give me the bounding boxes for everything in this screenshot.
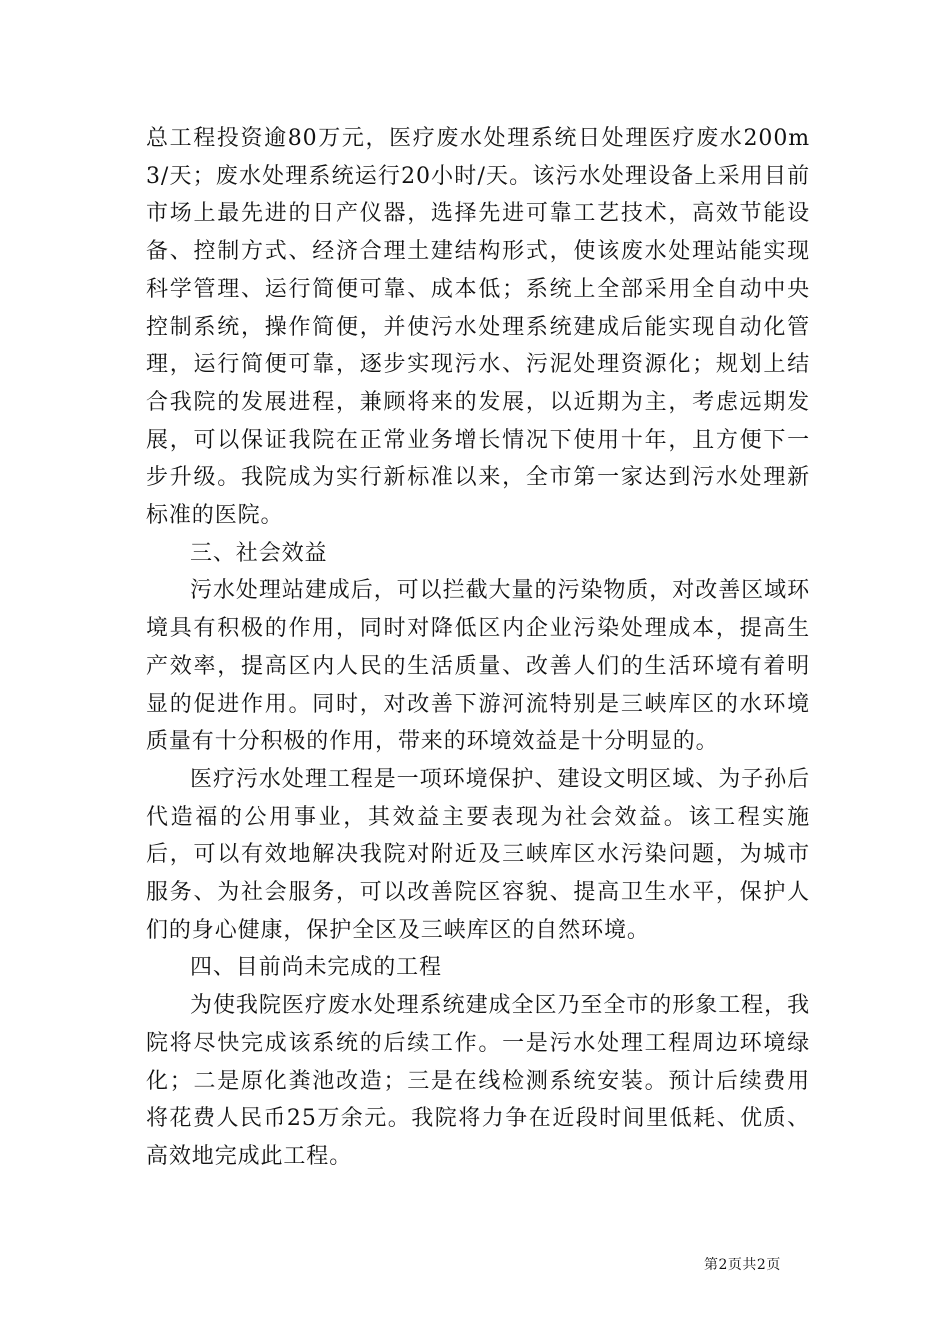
section-heading-social-benefits: 三、社会效益 xyxy=(190,540,328,566)
paragraph-environmental-impact: 污水处理站建成后，可以拦截大量的污染物质，对改善区域环境具有积极的作用，同时对降低区内企业污染处理成本，提高生产效率，提高区内人民的生活质量、改善人们的生活环境有着明显的促进作用。同时，对改善下游河流特别是三峡库区的水环境质量有十分积极的作用，带来的环境效益是十分明显的。 xyxy=(146,578,810,755)
document-body xyxy=(146,120,810,1176)
page-number-footer: 第2页共2页 xyxy=(704,1257,781,1273)
paragraph-investment-summary: 总工程投资逾80万元，医疗废水处理系统日处理医疗废水200m3/天；废水处理系统运行20小时/天。该污水处理设备上采用目前市场上最先进的日产仪器，选择先进可靠工艺技术，高效节能设备、控制方式、经济合理土建结构形式，使该废水处理站能实现科学管理、运行简便可靠、成本低；系统上全部采用全自动中央控制系统，操作简便，并使污水处理系统建成后能实现自动化管理，运行简便可靠，逐步实现污水、污泥处理资源化；规划上结合我院的发展进程，兼顾将来的发展，以近期为主，考虑远期发展，可以保证我院在正常业务增长情况下使用十年，且方便下一步升级。我院成为实行新标准以来，全市第一家达到污水处理新标准的医院。 xyxy=(146,126,810,529)
paragraph-social-welfare: 医疗污水处理工程是一项环境保护、建设文明区域、为子孙后代造福的公用事业，其效益主要表现为社会效益。该工程实施后，可以有效地解决我院对附近及三峡库区水污染问题，为城市服务、为社会服务，可以改善院区容貌、提高卫生水平，保护人们的身心健康，保护全区及三峡库区的自然环境。 xyxy=(146,766,810,943)
section-heading-unfinished-works: 四、目前尚未完成的工程 xyxy=(190,955,442,981)
paragraph-follow-up-work: 为使我院医疗废水处理系统建成全区乃至全市的形象工程，我院将尽快完成该系统的后续工作。一是污水处理工程周边环境绿化；二是原化粪池改造；三是在线检测系统安装。预计后续费用将花费人民币25万余元。我院将力争在近段时间里低耗、优质、高效地完成此工程。 xyxy=(146,993,810,1169)
